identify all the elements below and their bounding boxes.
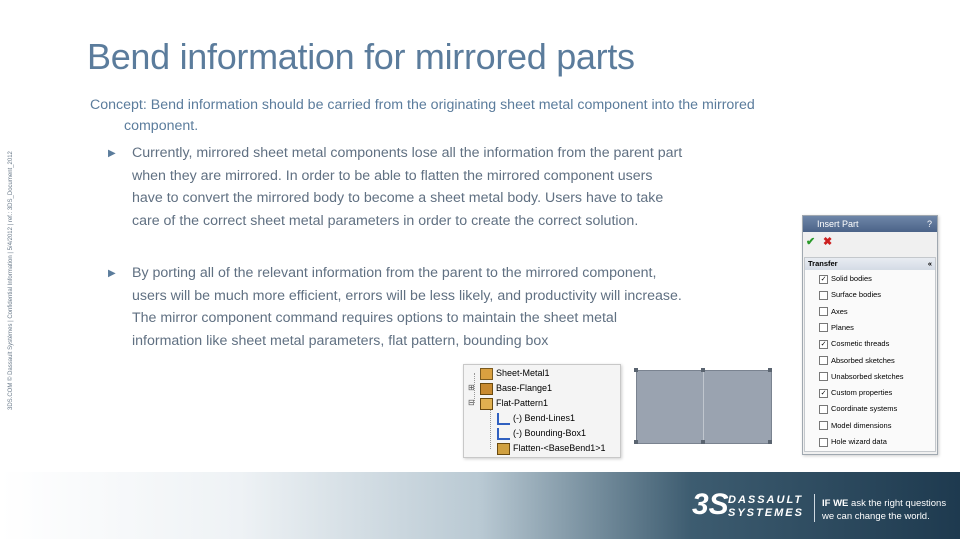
flat-pattern-preview [636,370,772,444]
transfer-option[interactable] [819,289,881,301]
collapse-chevron-icon[interactable]: « [927,259,932,268]
ok-check-icon[interactable]: ✔ [806,236,816,248]
checkbox-unchecked[interactable] [819,372,828,381]
checkbox-unchecked[interactable] [819,323,828,332]
insert-part-title: Insert Part [817,219,859,229]
checkbox-unchecked[interactable] [819,307,828,316]
bullet-arrow-icon: ▶ [108,148,116,159]
transfer-option-label: Cosmetic threads [831,339,890,349]
transfer-option[interactable] [819,355,895,367]
dassault-logo: 3S DASSAULT SYSTEMES [692,488,804,521]
transfer-option[interactable] [819,338,889,350]
vertex-point [634,440,638,444]
insert-part-header [803,216,937,232]
sketch-icon [497,428,510,440]
transfer-option-label: Model dimensions [831,420,892,430]
expand-icon[interactable]: ⊞ [468,383,475,392]
transfer-option-label: Hole wizard data [831,437,887,446]
vertex-point [768,440,772,444]
footer-divider [814,494,815,522]
tree-item[interactable]: Sheet-Metal1 [480,366,550,380]
transfer-option[interactable] [819,306,848,318]
transfer-option-label: Custom properties [831,388,893,398]
cancel-x-icon[interactable]: ✖ [823,236,833,248]
transfer-option-label: Axes [831,306,848,316]
vertex-point [634,368,638,372]
transfer-group [804,257,936,452]
tree-item[interactable]: Flatten-<BaseBend1>1 [497,441,606,455]
sheet-metal-icon [480,368,493,380]
transfer-option[interactable] [819,322,854,334]
transfer-option-label: Unabsorbed sketches [831,371,904,381]
checkbox-checked[interactable]: ✓ [820,340,827,348]
concept-line: Concept: Bend information should be carried from the originating sheet metal component into the mirrored [90,97,755,113]
checkbox-unchecked[interactable] [819,405,828,414]
bullet-item [108,262,683,352]
transfer-option[interactable] [819,403,897,415]
transfer-option[interactable] [819,436,887,448]
flatten-icon [497,443,510,455]
collapse-icon[interactable]: ⊟ [468,398,475,407]
bullet-text: Currently, mirrored sheet metal components lose all the information from the parent part when they are mirrored. In order to be able to flatten the mirrored component users have to convert the mirrored body to become a sheet metal body. Users have to take care of the correct sheet metal parameters in order to create the correct solution. [132,145,683,229]
transfer-option[interactable] [819,273,872,285]
bullet-text: By porting all of the relevant information from the parent to the mirrored component, users will be much more efficient, errors will be less likely, and productivity will increase. The mirror component command requires options to maintain the sheet metal information like sheet metal parameters, flat pattern, bounding box [132,265,682,349]
bullet-item [108,142,683,232]
transfer-option-label: Solid bodies [831,274,872,283]
tree-item[interactable]: (-) Bounding-Box1 [497,426,586,440]
vertex-point [768,368,772,372]
tree-item[interactable]: (-) Bend-Lines1 [497,411,575,425]
confidential-side-text: 3DS.COM © Dassault Systèmes | Confidential Information | 5/4/2012 | ref.: 3DS_Document_2012 [8,151,14,410]
concept-continuation: component. [124,118,199,134]
checkbox-unchecked[interactable] [819,291,828,300]
insert-part-panel [802,215,938,455]
transfer-option-label: Absorbed sketches [831,355,895,365]
transfer-option-label: Planes [831,322,854,332]
sketch-icon [497,413,510,425]
transfer-option[interactable] [819,420,891,432]
help-icon[interactable]: ? [926,219,932,229]
checkbox-unchecked[interactable] [819,421,828,430]
slide-title: Bend information for mirrored parts [87,36,635,77]
bend-line [703,371,704,443]
vertex-point [701,440,705,444]
transfer-option[interactable] [819,371,904,383]
checkbox-unchecked[interactable] [819,438,828,447]
ds-logo-icon: 3S [692,488,729,521]
flange-icon [480,383,493,395]
bullet-arrow-icon: ▶ [108,268,116,279]
transfer-group-header[interactable]: Transfer « [805,258,935,270]
feature-tree-panel [463,364,621,458]
footer-tagline: IF WE ask the right questions we can change the world. [822,498,947,522]
checkbox-checked[interactable]: ✓ [820,389,827,397]
transfer-option[interactable] [819,387,892,399]
tree-item[interactable]: Base-Flange1 [480,381,552,395]
footer-band [0,472,960,539]
transfer-option-label: Coordinate systems [831,404,898,414]
concept-text [90,95,815,137]
flat-pattern-icon [480,398,493,410]
checkbox-checked[interactable]: ✓ [820,275,827,283]
vertex-point [701,368,705,372]
tree-item[interactable]: Flat-Pattern1 [480,396,548,410]
checkbox-unchecked[interactable] [819,356,828,365]
transfer-option-label: Surface bodies [831,290,882,300]
